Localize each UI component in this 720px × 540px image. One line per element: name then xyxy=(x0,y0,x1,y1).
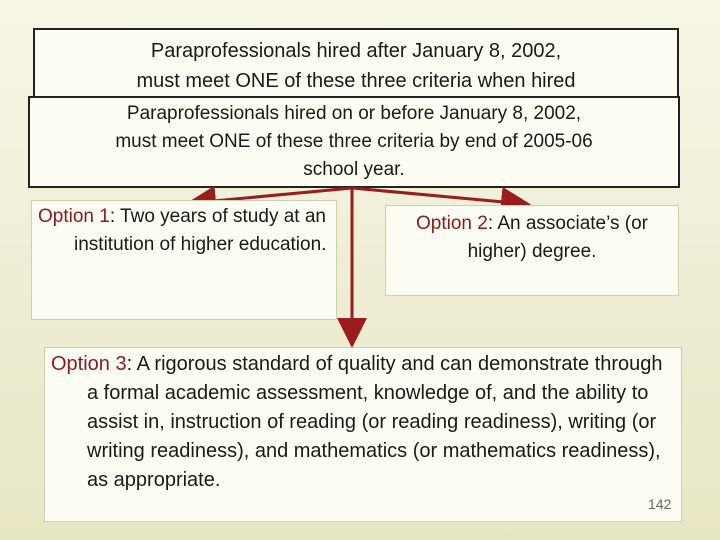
option-2-text: : An associate’s (or higher) degree. xyxy=(467,213,649,262)
option-1-label: Option 1 xyxy=(38,206,110,227)
subheader-line-3: school year. xyxy=(303,159,405,180)
option-3-text: : A rigorous standard of quality and can demonstrate through a formal academic assessment, knowledge of, and the ability to assist in, instruction of reading (or reading readiness), writing (or writing readiness), and mathematics (or mathematics readiness), as appropriate. xyxy=(87,353,663,491)
page-number: 142 xyxy=(648,496,672,512)
option-3-label: Option 3 xyxy=(51,353,127,375)
criteria-subheader-box xyxy=(28,96,680,188)
option-3-box xyxy=(44,347,682,522)
option-2-label: Option 2 xyxy=(416,213,488,234)
header-line-1: Paraprofessionals hired after January 8, 2002, xyxy=(150,40,562,62)
option-1-box xyxy=(31,200,337,320)
arrow-to-option-2 xyxy=(352,188,525,204)
subheader-line-2: must meet ONE of these three criteria by end of 2005-06 xyxy=(115,131,593,152)
option-2-box xyxy=(385,205,679,296)
subheader-line-1: Paraprofessionals hired on or before January 8, 2002, xyxy=(126,103,582,124)
criteria-header-box xyxy=(33,28,679,98)
header-line-2: must meet ONE of these three criteria when hired xyxy=(136,70,576,92)
option-1-text: : Two years of study at an institution of higher education. xyxy=(74,206,327,255)
